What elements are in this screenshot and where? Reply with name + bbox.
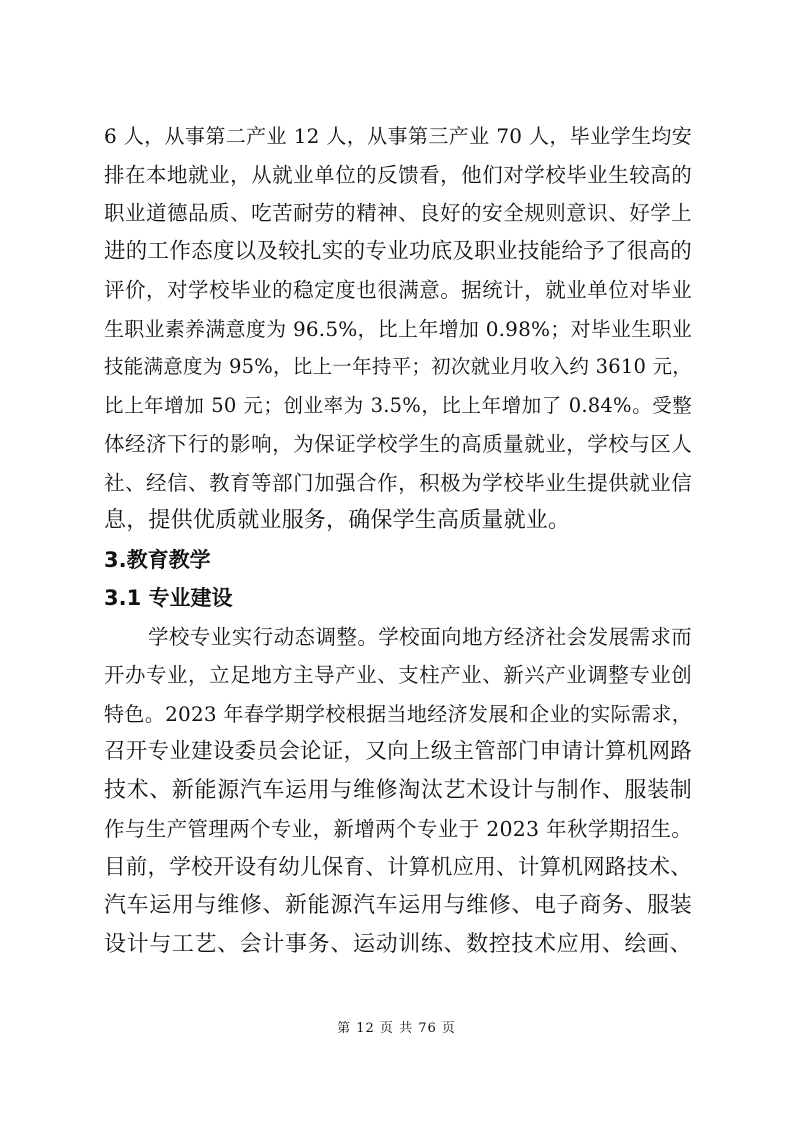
paragraph-line: 进的工作态度以及较扎实的专业功底及职业技能给予了很高的 [104, 238, 692, 264]
section-heading: 3.教育教学 [104, 547, 211, 572]
page-number-footer: 第 12 页 共 76 页 [337, 1021, 456, 1036]
paragraph-line: 学校专业实行动态调整。学校面向地方经济社会发展需求而 [148, 624, 692, 649]
paragraph-line: 比上年增加 50 元；创业率为 3.5%，比上年增加了 0.84%。受整 [104, 393, 692, 417]
paragraph-line: 特色。2023 年春学期学校根据当地经济发展和企业的实际需求， [104, 701, 692, 726]
paragraph-line: 技能满意度为 95%，比上一年持平；初次就业月收入约 3610 元， [104, 355, 692, 378]
paragraph-line: 生职业素养满意度为 96.5%，比上年增加 0.98%；对毕业生职业 [104, 316, 692, 341]
paragraph-line: 体经济下行的影响，为保证学校学生的高质量就业，学校与区人 [104, 432, 692, 456]
paragraph-line: 汽车运用与维修、新能源汽车运用与维修、电子商务、服装 [104, 893, 692, 918]
paragraph-line: 排在本地就业，从就业单位的反馈看，他们对学校毕业生较高的 [104, 162, 692, 187]
paragraph-line: 6 人，从事第二产业 12 人，从事第三产业 70 人，毕业学生均安 [104, 124, 692, 148]
paragraph-line: 作与生产管理两个专业，新增两个专业于 2023 年秋学期招生。 [104, 817, 692, 841]
paragraph-line: 职业道德品质、吃苦耐劳的精神、良好的安全规则意识、好学上 [104, 201, 692, 225]
paragraph-line: 开办专业，立足地方主导产业、支柱产业、新兴产业调整专业创 [104, 663, 692, 687]
page-content [104, 117, 692, 964]
specialty-paragraph [104, 618, 692, 965]
paragraph-line: 社、经信、教育等部门加强合作，积极为学校毕业生提供就业信 [104, 470, 692, 495]
subsection-heading: 3.1 专业建设 [104, 586, 233, 610]
paragraph-line: 息，提供优质就业服务，确保学生高质量就业。 [104, 508, 571, 533]
paragraph-line: 目前，学校开设有幼儿保育、计算机应用、计算机网路技术、 [104, 854, 692, 880]
paragraph-line: 召开专业建设委员会论证，又向上级主管部门申请计算机网路 [104, 739, 692, 764]
paragraph-line: 评价，对学校毕业的稳定度也很满意。据统计，就业单位对毕业 [104, 278, 692, 302]
employment-paragraph [104, 117, 692, 541]
paragraph-line: 技术、新能源汽车运用与维修淘汰艺术设计与制作、服装制 [104, 777, 692, 803]
paragraph-line: 设计与工艺、会计事务、运动训练、数控技术应用、绘画、 [104, 931, 692, 957]
